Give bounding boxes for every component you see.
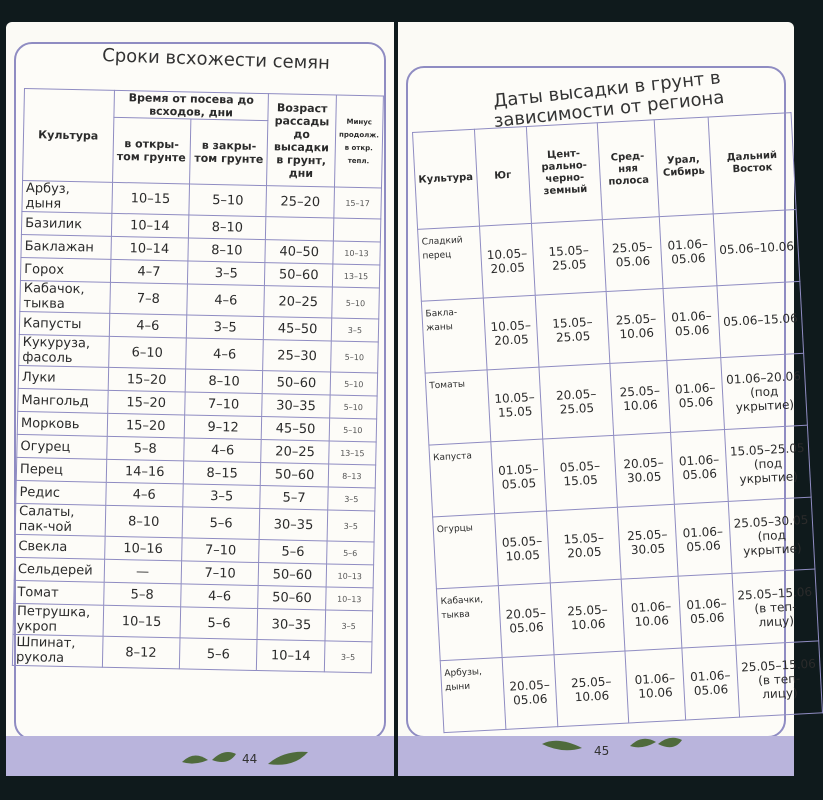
header-col-1: Юг xyxy=(474,126,532,226)
cell-crop: Огурцы xyxy=(433,514,498,589)
right-page xyxy=(398,22,817,776)
leaf-ornament-icon xyxy=(264,746,314,770)
cell-date: 01.05–05.05 xyxy=(490,439,546,514)
cell-extra: 3–5 xyxy=(328,487,376,511)
cell-age: 50–60 xyxy=(259,563,327,587)
cell-open: 8–10 xyxy=(105,505,183,538)
cell-crop: Огурец xyxy=(17,434,107,459)
header-crop: Культура xyxy=(23,89,114,183)
header-closed: в закры-том грунте xyxy=(189,119,268,186)
cell-age: 45–50 xyxy=(264,317,332,341)
cell-crop: Свекла xyxy=(15,534,105,559)
cell-age: 25–20 xyxy=(266,186,334,218)
cell-crop: Бакла-жаны xyxy=(421,298,486,373)
cell-date: 20.05–30.05 xyxy=(614,432,674,507)
cell-open: 15–20 xyxy=(107,413,185,438)
planting-dates-table xyxy=(412,112,823,733)
cell-open: 10–15 xyxy=(111,182,189,215)
cell-closed: 3–5 xyxy=(187,261,265,286)
cell-closed: 7–10 xyxy=(185,392,263,417)
header-open: в откры-том грунте xyxy=(112,117,191,184)
cell-open: 8–12 xyxy=(102,636,180,669)
cell-crop: Томат xyxy=(14,580,104,605)
header-extra: Минус продолж. в откр. тепл. xyxy=(334,95,383,188)
cell-crop: Шпинат, рукола xyxy=(12,634,102,667)
cell-date: 01.06–10.06 xyxy=(621,576,681,651)
cell-extra: 3–5 xyxy=(325,610,373,642)
header-col-5: Дальний Восток xyxy=(708,113,796,214)
cell-crop: Капуста xyxy=(429,442,494,517)
cell-closed: 8–10 xyxy=(188,238,266,263)
header-age: Возраст рассады до высадки в грунт, дни xyxy=(267,94,336,187)
cell-date: 01.06–05.06 xyxy=(678,573,736,648)
header-col-4: Урал, Сибирь xyxy=(654,117,714,217)
cell-closed: 4–6 xyxy=(186,338,264,371)
leaf-ornament-icon xyxy=(626,732,686,756)
cell-crop: Арбузы, дыни xyxy=(440,658,505,733)
cell-open: 6–10 xyxy=(108,336,186,369)
cell-date: 20.05–25.05 xyxy=(539,363,613,439)
cell-age: 10–14 xyxy=(257,640,325,672)
cell-date: 25.05–10.06 xyxy=(554,651,628,727)
cell-open: 10–15 xyxy=(103,605,181,638)
cell-age: 45–50 xyxy=(262,417,330,441)
cell-date: 25.05–05.06 xyxy=(602,217,662,292)
cell-extra: 5–10 xyxy=(329,418,377,442)
cell-date: 01.06–20.06 (под укрытие) xyxy=(721,353,807,429)
cell-age: 30–35 xyxy=(257,609,325,641)
left-page-title: Сроки всхожести семян xyxy=(101,45,331,74)
cell-extra: 10–13 xyxy=(325,587,373,611)
cell-closed: 4–6 xyxy=(184,438,262,463)
cell-extra: 15–17 xyxy=(334,187,382,219)
cell-open: 7–8 xyxy=(109,282,187,315)
cell-closed: 8–10 xyxy=(185,369,263,394)
cell-date: 20.05–05.06 xyxy=(502,655,558,730)
header-col-0: Культура xyxy=(413,129,480,229)
cell-extra: 10–13 xyxy=(333,241,381,265)
cell-date: 01.06–05.06 xyxy=(670,430,728,505)
cell-crop: Томаты xyxy=(425,370,490,445)
cell-open: 10–14 xyxy=(110,236,188,261)
cell-date: 05.05–10.05 xyxy=(494,511,550,586)
cell-age: 5–7 xyxy=(260,486,328,510)
cell-age xyxy=(266,217,334,241)
cell-open: 15–20 xyxy=(108,367,186,392)
cell-age: 25–30 xyxy=(263,340,331,372)
cell-date: 20.05–05.06 xyxy=(498,583,554,658)
leaf-ornament-icon xyxy=(538,734,588,758)
cell-date: 25.05–30.05 (под укрытие) xyxy=(728,497,814,573)
page-number-right: 45 xyxy=(594,744,610,758)
cell-extra: 3–5 xyxy=(331,318,379,342)
header-time: Время от посева до всходов, дни xyxy=(113,90,268,120)
cell-date: 10.05–20.05 xyxy=(479,223,535,298)
cell-extra: 13–15 xyxy=(329,441,377,465)
cell-open: 5–8 xyxy=(106,436,184,461)
cell-crop: Петрушка, укроп xyxy=(13,603,103,636)
cell-crop: Морковь xyxy=(17,411,107,436)
cell-crop: Кукуруза, фасоль xyxy=(19,334,109,367)
cell-crop: Мангольд xyxy=(18,388,108,413)
cell-open: 4–6 xyxy=(105,482,183,507)
cell-crop: Арбуз, дыня xyxy=(22,180,112,213)
cell-age: 40–50 xyxy=(265,240,333,264)
cell-crop: Редис xyxy=(16,480,106,505)
cell-open: 4–7 xyxy=(110,259,188,284)
cell-open: 5–8 xyxy=(103,582,181,607)
cell-date: 25.05–15.06 (в теп-лицу) xyxy=(732,569,818,645)
cell-crop: Баклажан xyxy=(21,234,111,259)
cell-date: 15.05–25.05 (под укрытие) xyxy=(725,425,811,501)
cell-date: 15.05–25.05 xyxy=(536,292,610,368)
cell-date: 15.05–25.05 xyxy=(532,220,606,296)
cell-crop: Сладкий перец xyxy=(418,226,483,301)
cell-date: 25.05–30.05 xyxy=(617,504,677,579)
cell-date: 01.06–05.06 xyxy=(682,645,740,720)
cell-crop: Перец xyxy=(16,457,106,482)
page-number-left: 44 xyxy=(242,752,258,766)
cell-age: 50–60 xyxy=(263,371,331,395)
left-page xyxy=(6,22,394,776)
cell-closed: 4–6 xyxy=(181,584,259,609)
cell-closed: 7–10 xyxy=(181,561,259,586)
cell-closed: 8–10 xyxy=(188,215,266,240)
cell-open: 4–6 xyxy=(109,313,187,338)
cell-date: 10.05–20.05 xyxy=(483,295,539,370)
cell-closed: 5–10 xyxy=(189,184,267,217)
cell-open: 10–16 xyxy=(104,536,182,561)
cell-date: 25.05–15.06 (в теп-лицу) xyxy=(736,641,822,717)
cell-crop: Кабачки, тыква xyxy=(436,586,501,661)
cell-closed: 3–5 xyxy=(183,484,261,509)
cell-date: 25.05–10.06 xyxy=(551,579,625,655)
cell-closed: 4–6 xyxy=(187,284,265,317)
cell-age: 5–6 xyxy=(259,540,327,564)
cell-age: 50–60 xyxy=(261,463,329,487)
cell-closed: 3–5 xyxy=(186,315,264,340)
cell-date: 05.05–15.05 xyxy=(543,435,617,511)
cell-age: 30–35 xyxy=(262,394,330,418)
cell-date: 01.06–05.06 xyxy=(666,358,724,433)
cell-open: — xyxy=(104,559,182,584)
cell-crop: Кабачок, тыква xyxy=(20,280,110,313)
header-col-3: Сред-няя полоса xyxy=(597,120,659,220)
cell-open: 10–14 xyxy=(111,213,189,238)
cell-extra: 13–15 xyxy=(332,264,380,288)
cell-crop: Базилик xyxy=(21,211,111,236)
cell-date: 15.05–20.05 xyxy=(547,507,621,583)
cell-date: 25.05–10.06 xyxy=(606,289,666,364)
cell-closed: 5–6 xyxy=(179,638,257,671)
cell-open: 14–16 xyxy=(106,459,184,484)
cell-date: 05.06–10.06 xyxy=(713,210,799,286)
cell-extra: 5–10 xyxy=(330,341,378,373)
cell-extra xyxy=(333,218,381,242)
cell-closed: 8–15 xyxy=(183,461,261,486)
cell-closed: 9–12 xyxy=(184,415,262,440)
cell-age: 50–60 xyxy=(265,263,333,287)
cell-date: 10.05–15.05 xyxy=(487,367,543,442)
germination-table xyxy=(12,88,384,673)
cell-date: 01.06–10.06 xyxy=(625,648,685,723)
cell-age: 50–60 xyxy=(258,586,326,610)
cell-crop: Сельдерей xyxy=(14,557,104,582)
cell-extra: 5–10 xyxy=(330,372,378,396)
cell-closed: 5–6 xyxy=(180,607,258,640)
cell-extra: 8–13 xyxy=(328,464,376,488)
right-page-title: Даты высадки в грунт в зависимости от региона xyxy=(492,67,726,132)
cell-date: 05.06–15.06 xyxy=(717,281,803,357)
cell-crop: Горох xyxy=(20,257,110,282)
cell-extra: 3–5 xyxy=(324,641,372,673)
cell-date: 01.06–05.06 xyxy=(659,214,717,289)
cell-extra: 10–13 xyxy=(326,564,374,588)
cell-closed: 7–10 xyxy=(182,538,260,563)
cell-age: 20–25 xyxy=(261,440,329,464)
cell-date: 01.06–05.06 xyxy=(674,501,732,576)
cell-crop: Луки xyxy=(18,365,108,390)
cell-extra: 5–10 xyxy=(329,395,377,419)
cell-crop: Капусты xyxy=(19,311,109,336)
cell-date: 25.05–10.06 xyxy=(610,360,670,435)
header-col-2: Цент-рально-черно-земный xyxy=(527,123,603,224)
cell-age: 20–25 xyxy=(264,286,332,318)
cell-extra: 3–5 xyxy=(327,510,375,542)
cell-extra: 5–10 xyxy=(332,287,380,319)
cell-extra: 5–6 xyxy=(326,541,374,565)
cell-closed: 5–6 xyxy=(182,507,260,540)
leaf-ornament-icon xyxy=(178,748,238,772)
cell-crop: Салаты, пак-чой xyxy=(15,503,105,536)
cell-age: 30–35 xyxy=(260,509,328,541)
cell-open: 15–20 xyxy=(107,390,185,415)
cell-date: 01.06–05.06 xyxy=(663,286,721,361)
